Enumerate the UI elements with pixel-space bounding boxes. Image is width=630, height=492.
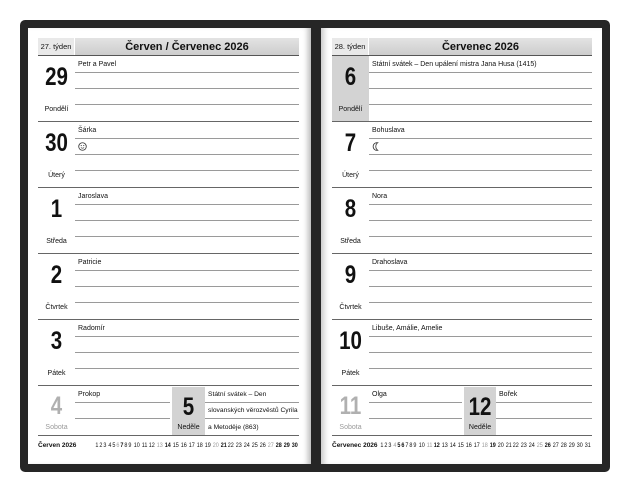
writing-line <box>369 287 592 303</box>
calendar-day: 24 <box>529 441 536 449</box>
holiday-day-number-cell <box>332 56 369 121</box>
weekday-label: Středa <box>340 238 361 245</box>
day-number-cell <box>332 320 369 385</box>
mini-calendar <box>332 436 592 454</box>
calendar-day: 17 <box>188 441 195 449</box>
name-day-line <box>75 188 299 205</box>
day-row <box>38 188 299 254</box>
calendar-day: 7 <box>405 441 409 449</box>
page-title: Červen / Červenec 2026 <box>75 38 299 55</box>
calendar-day: 27 <box>268 441 275 449</box>
writing-line <box>369 353 592 369</box>
calendar-day: 4 <box>107 441 111 449</box>
day-number-cell <box>38 122 75 187</box>
day-number: 5 <box>182 393 195 421</box>
right-page-content <box>332 38 592 454</box>
calendar-day: 2 <box>99 441 103 449</box>
name-day-line <box>75 122 299 139</box>
calendar-day: 4 <box>392 441 396 449</box>
writing-line <box>75 403 170 419</box>
calendar-day: 12 <box>148 441 155 449</box>
day-number-cell <box>38 320 75 385</box>
weekend-row <box>38 386 299 436</box>
writing-line <box>75 73 299 89</box>
sunday-number-cell <box>464 387 496 435</box>
weekday-label: Středa <box>46 238 67 245</box>
saturday-writing-lines <box>75 386 170 435</box>
mini-calendar-month: Červenec 2026 <box>332 441 378 449</box>
day-row <box>38 254 299 320</box>
day-writing-lines <box>75 188 299 253</box>
name-day-text: Patricie <box>78 258 102 266</box>
writing-line <box>369 369 592 385</box>
writing-line <box>369 271 592 287</box>
day-number: 6 <box>344 63 357 91</box>
calendar-day: 3 <box>103 441 107 449</box>
page-header <box>332 38 592 56</box>
weekday-label: Pondělí <box>338 106 363 113</box>
calendar-day: 10 <box>133 441 140 449</box>
day-row <box>332 254 592 320</box>
calendar-day: 25 <box>252 441 259 449</box>
mini-calendar-month: Červen 2026 <box>38 441 77 449</box>
calendar-day: 24 <box>244 441 251 449</box>
writing-line <box>75 271 299 287</box>
holiday-note-line <box>205 386 299 403</box>
calendar-day: 28 <box>560 441 568 449</box>
calendar-day: 13 <box>156 441 163 449</box>
saturday-number-cell <box>38 386 75 435</box>
day-writing-lines <box>369 56 592 121</box>
calendar-day: 9 <box>413 441 417 449</box>
name-day-text: Radomír <box>78 324 105 332</box>
calendar-day: 13 <box>441 441 448 449</box>
week-label: 28. týden <box>332 38 369 55</box>
name-day-line <box>75 254 299 271</box>
day-writing-lines <box>369 320 592 385</box>
holiday-note-line <box>205 419 299 435</box>
calendar-day: 22 <box>228 441 235 449</box>
writing-line <box>75 105 299 121</box>
sunday-writing-lines <box>205 386 299 435</box>
calendar-day: 7 <box>120 441 124 449</box>
day-writing-lines <box>75 254 299 319</box>
writing-line <box>369 237 592 253</box>
mini-calendar-days <box>95 442 299 449</box>
day-row <box>332 56 592 122</box>
calendar-day: 8 <box>124 441 128 449</box>
calendar-day: 21 <box>220 441 227 449</box>
name-day-text: Nora <box>372 192 388 200</box>
calendar-day: 21 <box>505 441 512 449</box>
name-day-text: Olga <box>372 390 387 398</box>
name-day-text: Bohuslava <box>372 126 405 134</box>
weekday-label: Čtvrtek <box>45 304 68 311</box>
calendar-day: 26 <box>545 441 552 449</box>
day-writing-lines <box>75 56 299 121</box>
day-number: 1 <box>50 195 63 223</box>
calendar-day: 14 <box>164 441 171 449</box>
page-header <box>38 38 299 56</box>
sunday-number-cell <box>172 387 205 435</box>
calendar-day: 15 <box>172 441 179 449</box>
writing-line <box>369 155 592 171</box>
calendar-day: 23 <box>236 441 243 449</box>
weekday-label: Čtvrtek <box>339 304 362 311</box>
calendar-day: 29 <box>283 441 290 449</box>
weekday-label: Sobota <box>45 424 68 431</box>
calendar-day: 17 <box>473 441 480 449</box>
weekday-label: Pátek <box>47 370 66 377</box>
writing-line <box>75 155 299 171</box>
day-row <box>332 188 592 254</box>
day-number: 30 <box>45 129 68 157</box>
left-page <box>28 28 311 464</box>
day-number-cell <box>332 122 369 187</box>
name-day-line <box>369 386 462 403</box>
day-number: 7 <box>344 129 357 157</box>
calendar-day: 26 <box>260 441 267 449</box>
writing-line <box>75 337 299 353</box>
day-number-cell <box>38 56 75 121</box>
calendar-day: 11 <box>141 441 147 449</box>
calendar-day: 20 <box>497 441 504 449</box>
writing-line <box>369 419 462 435</box>
name-day-line <box>75 386 170 403</box>
calendar-day: 27 <box>553 441 560 449</box>
calendar-day: 30 <box>576 441 583 449</box>
day-number: 12 <box>468 393 492 421</box>
writing-line <box>75 419 170 435</box>
day-number: 29 <box>45 63 68 91</box>
calendar-day: 11 <box>426 441 432 449</box>
writing-line <box>369 89 592 105</box>
calendar-day: 9 <box>128 441 132 449</box>
calendar-day: 29 <box>568 441 575 449</box>
calendar-day: 2 <box>384 441 388 449</box>
writing-line <box>369 105 592 121</box>
name-day-line <box>369 254 592 271</box>
weekday-label: Pátek <box>341 370 360 377</box>
calendar-day: 14 <box>449 441 456 449</box>
full-moon-icon <box>78 142 87 151</box>
holiday-note-line <box>205 403 299 419</box>
calendar-day: 15 <box>457 441 464 449</box>
weekday-label: Pondělí <box>44 106 69 113</box>
name-day-text: Prokop <box>78 390 101 398</box>
name-day-line <box>75 56 299 73</box>
calendar-day: 5 <box>112 441 116 449</box>
day-number: 11 <box>339 392 362 420</box>
name-day-line <box>369 56 592 73</box>
day-number-cell <box>332 188 369 253</box>
day-number-cell <box>332 254 369 319</box>
name-day-text: Bořek <box>499 390 518 398</box>
weekday-label: Sobota <box>339 424 362 431</box>
writing-line <box>369 337 592 353</box>
calendar-day: 28 <box>275 441 283 449</box>
day-number: 8 <box>344 195 357 223</box>
writing-line <box>369 403 462 419</box>
calendar-day: 1 <box>95 441 99 449</box>
mini-calendar <box>38 436 299 454</box>
writing-line <box>369 221 592 237</box>
weekday-label: Neděle <box>468 424 492 431</box>
name-day-line <box>75 320 299 337</box>
weekend-row <box>332 386 592 436</box>
day-number-cell <box>38 188 75 253</box>
day-number: 4 <box>50 392 63 420</box>
calendar-day: 23 <box>521 441 528 449</box>
week-label: 27. týden <box>38 38 75 55</box>
name-day-line <box>369 122 592 139</box>
writing-line <box>75 369 299 385</box>
name-day-text: Petr a Pavel <box>78 60 117 68</box>
calendar-day: 16 <box>465 441 472 449</box>
writing-line <box>369 205 592 221</box>
writing-line <box>75 353 299 369</box>
day-number: 9 <box>344 261 357 289</box>
writing-line <box>75 221 299 237</box>
calendar-day: 3 <box>388 441 392 449</box>
calendar-day: 25 <box>537 441 544 449</box>
calendar-day: 6 <box>116 441 120 449</box>
day-writing-lines <box>75 122 299 187</box>
day-number: 2 <box>50 261 63 289</box>
name-day-line <box>369 320 592 337</box>
calendar-day: 16 <box>180 441 187 449</box>
calendar-day: 18 <box>196 441 203 449</box>
last-quarter-moon-icon <box>372 142 381 151</box>
writing-line <box>369 303 592 319</box>
name-day-line <box>496 386 592 403</box>
day-writing-lines <box>75 320 299 385</box>
day-writing-lines <box>369 122 592 187</box>
calendar-day: 19 <box>489 441 496 449</box>
writing-line <box>75 287 299 303</box>
name-day-text: Libuše, Amálie, Amelie <box>372 324 443 332</box>
holiday-note-text: Státní svátek – Den upálení mistra Jana Husa (1415) <box>372 60 537 68</box>
writing-line <box>496 419 592 435</box>
day-writing-lines <box>369 188 592 253</box>
page-title: Červenec 2026 <box>369 38 592 55</box>
left-page-content <box>38 38 299 454</box>
holiday-note-text: slovanských věrozvěstů Cyrila <box>208 407 298 414</box>
name-day-line <box>369 188 592 205</box>
day-row <box>332 320 592 386</box>
saturday-writing-lines <box>369 386 462 435</box>
calendar-day: 30 <box>291 441 298 449</box>
calendar-day: 10 <box>418 441 425 449</box>
mini-calendar-days <box>380 442 592 449</box>
calendar-day: 19 <box>204 441 211 449</box>
holiday-note-text: a Metoděje (863) <box>208 423 259 431</box>
weekday-label: Neděle <box>177 424 200 431</box>
writing-line <box>369 171 592 187</box>
writing-line <box>75 303 299 319</box>
name-day-text: Drahoslava <box>372 258 408 266</box>
name-day-text: Jaroslava <box>78 192 108 200</box>
day-row <box>38 56 299 122</box>
day-number-cell <box>38 254 75 319</box>
weekday-label: Úterý <box>48 172 65 179</box>
calendar-day: 6 <box>401 441 405 449</box>
name-day-text: Šárka <box>78 126 97 134</box>
moon-phase-line <box>75 139 299 155</box>
calendar-day: 5 <box>397 441 401 449</box>
calendar-day: 1 <box>380 441 384 449</box>
day-row <box>38 320 299 386</box>
holiday-note-text: Státní svátek – Den <box>208 390 267 398</box>
day-row <box>38 122 299 188</box>
calendar-day: 20 <box>212 441 219 449</box>
day-number: 10 <box>339 327 362 355</box>
writing-line <box>75 89 299 105</box>
sunday-writing-lines <box>496 386 592 435</box>
day-row <box>332 122 592 188</box>
calendar-day: 12 <box>433 441 440 449</box>
weekday-label: Úterý <box>342 172 359 179</box>
writing-line <box>75 171 299 187</box>
moon-phase-line <box>369 139 592 155</box>
day-writing-lines <box>369 254 592 319</box>
calendar-day: 18 <box>481 441 488 449</box>
writing-line <box>369 73 592 89</box>
day-number: 3 <box>50 327 63 355</box>
writing-line <box>496 403 592 419</box>
calendar-day: 31 <box>584 441 591 449</box>
right-page <box>321 28 602 464</box>
saturday-number-cell <box>332 386 369 435</box>
writing-line <box>75 205 299 221</box>
writing-line <box>75 237 299 253</box>
calendar-day: 8 <box>409 441 413 449</box>
calendar-day: 22 <box>513 441 520 449</box>
